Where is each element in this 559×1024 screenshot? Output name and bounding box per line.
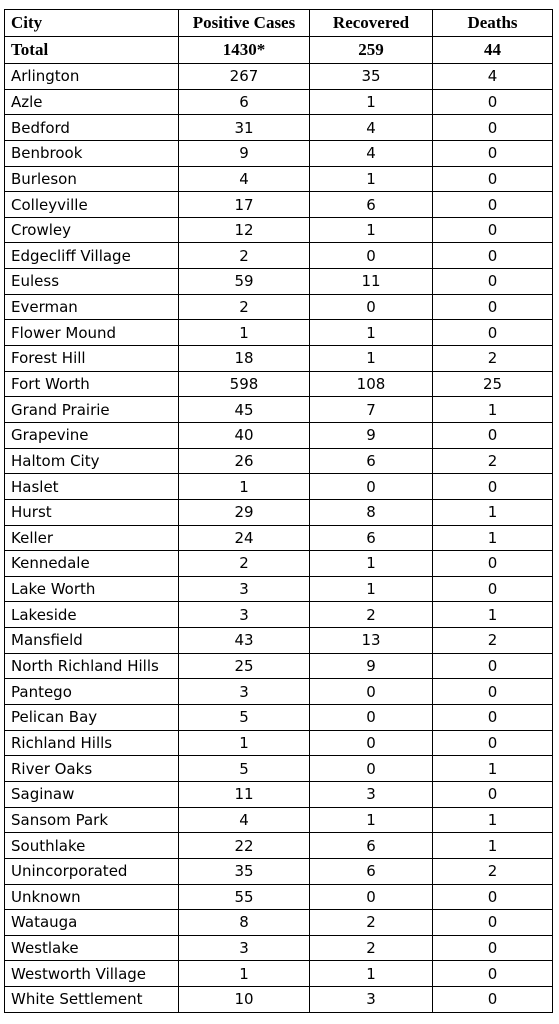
- recovered-cell: 3: [310, 987, 433, 1013]
- recovered-cell: 1: [310, 166, 433, 192]
- city-name-cell: Haslet: [5, 474, 179, 500]
- table-row: [5, 756, 553, 782]
- deaths-cell: 1: [433, 807, 553, 833]
- city-name-cell: Southlake: [5, 833, 179, 859]
- table-row: [5, 192, 553, 218]
- deaths-cell: 2: [433, 858, 553, 884]
- recovered-cell: 7: [310, 397, 433, 423]
- deaths-cell: 0: [433, 705, 553, 731]
- positive-cases-cell: 29: [179, 499, 310, 525]
- positive-cases-cell: 4: [179, 166, 310, 192]
- deaths-cell: 0: [433, 192, 553, 218]
- recovered-cell: 35: [310, 64, 433, 90]
- positive-cases-cell: 3: [179, 935, 310, 961]
- city-name-cell: North Richland Hills: [5, 653, 179, 679]
- deaths-cell: 0: [433, 243, 553, 269]
- positive-cases-cell: 267: [179, 64, 310, 90]
- recovered-cell: 0: [310, 705, 433, 731]
- table-row: [5, 807, 553, 833]
- recovered-cell: 0: [310, 474, 433, 500]
- recovered-cell: 1: [310, 576, 433, 602]
- city-name-cell: Kennedale: [5, 551, 179, 577]
- table-row: [5, 705, 553, 731]
- table-row: [5, 602, 553, 628]
- city-cases-table: [4, 9, 553, 1013]
- positive-cases-cell: 3: [179, 576, 310, 602]
- positive-cases-cell: 2: [179, 551, 310, 577]
- deaths-cell: 0: [433, 781, 553, 807]
- deaths-cell: 0: [433, 679, 553, 705]
- table-row: [5, 320, 553, 346]
- positive-cases-cell: 4: [179, 807, 310, 833]
- recovered-cell: 2: [310, 910, 433, 936]
- recovered-cell: 6: [310, 833, 433, 859]
- deaths-cell: 0: [433, 576, 553, 602]
- positive-cases-cell: 6: [179, 89, 310, 115]
- recovered-cell: 6: [310, 192, 433, 218]
- deaths-cell: 0: [433, 217, 553, 243]
- positive-cases-cell: 10: [179, 987, 310, 1013]
- city-name-cell: Azle: [5, 89, 179, 115]
- city-name-cell: Everman: [5, 294, 179, 320]
- header-row: [5, 10, 553, 37]
- city-name-cell: Westlake: [5, 935, 179, 961]
- city-name-cell: River Oaks: [5, 756, 179, 782]
- deaths-cell: 0: [433, 115, 553, 141]
- table-row: [5, 166, 553, 192]
- deaths-cell: 0: [433, 320, 553, 346]
- city-name-cell: Edgecliff Village: [5, 243, 179, 269]
- deaths-cell: 0: [433, 551, 553, 577]
- table-row: [5, 397, 553, 423]
- city-name-cell: Mansfield: [5, 628, 179, 654]
- city-name-cell: Lake Worth: [5, 576, 179, 602]
- positive-cases-cell: 55: [179, 884, 310, 910]
- table-row: [5, 961, 553, 987]
- recovered-cell: 1: [310, 961, 433, 987]
- city-name-cell: Lakeside: [5, 602, 179, 628]
- positive-cases-cell: 8: [179, 910, 310, 936]
- positive-cases-cell: 25: [179, 653, 310, 679]
- recovered-cell: 3: [310, 781, 433, 807]
- table-row: [5, 269, 553, 295]
- total-deaths: 44: [433, 37, 553, 64]
- table-row: [5, 371, 553, 397]
- deaths-cell: 0: [433, 884, 553, 910]
- city-name-cell: Grapevine: [5, 422, 179, 448]
- recovered-cell: 1: [310, 807, 433, 833]
- city-name-cell: Fort Worth: [5, 371, 179, 397]
- deaths-cell: 1: [433, 756, 553, 782]
- deaths-cell: 25: [433, 371, 553, 397]
- city-name-cell: Haltom City: [5, 448, 179, 474]
- deaths-cell: 0: [433, 653, 553, 679]
- positive-cases-cell: 9: [179, 140, 310, 166]
- deaths-cell: 1: [433, 525, 553, 551]
- deaths-cell: 2: [433, 448, 553, 474]
- recovered-cell: 0: [310, 730, 433, 756]
- city-name-cell: Arlington: [5, 64, 179, 90]
- total-label: Total: [5, 37, 179, 64]
- recovered-cell: 4: [310, 140, 433, 166]
- city-name-cell: Pelican Bay: [5, 705, 179, 731]
- deaths-cell: 0: [433, 166, 553, 192]
- table-row: [5, 551, 553, 577]
- table-row: [5, 653, 553, 679]
- city-name-cell: Hurst: [5, 499, 179, 525]
- positive-cases-cell: 598: [179, 371, 310, 397]
- positive-cases-cell: 59: [179, 269, 310, 295]
- deaths-cell: 4: [433, 64, 553, 90]
- recovered-cell: 1: [310, 346, 433, 372]
- recovered-cell: 1: [310, 551, 433, 577]
- recovered-cell: 0: [310, 679, 433, 705]
- deaths-cell: 0: [433, 89, 553, 115]
- table-row: [5, 64, 553, 90]
- header-city: City: [5, 10, 179, 37]
- recovered-cell: 0: [310, 243, 433, 269]
- recovered-cell: 1: [310, 89, 433, 115]
- positive-cases-cell: 1: [179, 320, 310, 346]
- header-positive-cases: Positive Cases: [179, 10, 310, 37]
- recovered-cell: 6: [310, 448, 433, 474]
- table-row: [5, 679, 553, 705]
- table-row: [5, 525, 553, 551]
- positive-cases-cell: 2: [179, 243, 310, 269]
- table-row: [5, 294, 553, 320]
- table-row: [5, 115, 553, 141]
- recovered-cell: 9: [310, 422, 433, 448]
- table-row: [5, 987, 553, 1013]
- deaths-cell: 1: [433, 833, 553, 859]
- table-row: [5, 474, 553, 500]
- positive-cases-cell: 3: [179, 602, 310, 628]
- header-deaths: Deaths: [433, 10, 553, 37]
- positive-cases-cell: 40: [179, 422, 310, 448]
- recovered-cell: 13: [310, 628, 433, 654]
- city-name-cell: Benbrook: [5, 140, 179, 166]
- recovered-cell: 108: [310, 371, 433, 397]
- positive-cases-cell: 3: [179, 679, 310, 705]
- city-name-cell: Watauga: [5, 910, 179, 936]
- table-row: [5, 833, 553, 859]
- positive-cases-cell: 45: [179, 397, 310, 423]
- positive-cases-cell: 17: [179, 192, 310, 218]
- city-name-cell: Westworth Village: [5, 961, 179, 987]
- city-name-cell: Sansom Park: [5, 807, 179, 833]
- deaths-cell: 2: [433, 346, 553, 372]
- positive-cases-cell: 43: [179, 628, 310, 654]
- table-row: [5, 140, 553, 166]
- recovered-cell: 8: [310, 499, 433, 525]
- positive-cases-cell: 5: [179, 756, 310, 782]
- deaths-cell: 0: [433, 422, 553, 448]
- city-name-cell: Saginaw: [5, 781, 179, 807]
- recovered-cell: 4: [310, 115, 433, 141]
- table-row: [5, 910, 553, 936]
- total-recovered: 259: [310, 37, 433, 64]
- positive-cases-cell: 1: [179, 730, 310, 756]
- deaths-cell: 0: [433, 474, 553, 500]
- positive-cases-cell: 11: [179, 781, 310, 807]
- table-row: [5, 89, 553, 115]
- deaths-cell: 0: [433, 961, 553, 987]
- recovered-cell: 2: [310, 935, 433, 961]
- total-positive-cases: 1430*: [179, 37, 310, 64]
- recovered-cell: 0: [310, 756, 433, 782]
- table-row: [5, 422, 553, 448]
- deaths-cell: 0: [433, 294, 553, 320]
- positive-cases-cell: 12: [179, 217, 310, 243]
- positive-cases-cell: 35: [179, 858, 310, 884]
- city-name-cell: Keller: [5, 525, 179, 551]
- deaths-cell: 0: [433, 935, 553, 961]
- city-name-cell: Euless: [5, 269, 179, 295]
- city-name-cell: Crowley: [5, 217, 179, 243]
- recovered-cell: 6: [310, 525, 433, 551]
- deaths-cell: 0: [433, 910, 553, 936]
- positive-cases-cell: 22: [179, 833, 310, 859]
- city-name-cell: Unknown: [5, 884, 179, 910]
- table-row: [5, 730, 553, 756]
- table-row: [5, 628, 553, 654]
- city-name-cell: Grand Prairie: [5, 397, 179, 423]
- city-name-cell: Unincorporated: [5, 858, 179, 884]
- positive-cases-cell: 26: [179, 448, 310, 474]
- positive-cases-cell: 24: [179, 525, 310, 551]
- table-row: [5, 499, 553, 525]
- table-row: [5, 217, 553, 243]
- recovered-cell: 6: [310, 858, 433, 884]
- positive-cases-cell: 18: [179, 346, 310, 372]
- positive-cases-cell: 2: [179, 294, 310, 320]
- table-row: [5, 781, 553, 807]
- header-recovered: Recovered: [310, 10, 433, 37]
- deaths-cell: 2: [433, 628, 553, 654]
- table-row: [5, 576, 553, 602]
- recovered-cell: 2: [310, 602, 433, 628]
- recovered-cell: 0: [310, 884, 433, 910]
- deaths-cell: 0: [433, 140, 553, 166]
- city-name-cell: Forest Hill: [5, 346, 179, 372]
- city-name-cell: Bedford: [5, 115, 179, 141]
- recovered-cell: 1: [310, 320, 433, 346]
- deaths-cell: 0: [433, 730, 553, 756]
- deaths-cell: 0: [433, 987, 553, 1013]
- table-row: [5, 884, 553, 910]
- total-row: [5, 37, 553, 64]
- table-row: [5, 243, 553, 269]
- city-name-cell: Colleyville: [5, 192, 179, 218]
- deaths-cell: 1: [433, 602, 553, 628]
- table-row: [5, 346, 553, 372]
- positive-cases-cell: 31: [179, 115, 310, 141]
- recovered-cell: 0: [310, 294, 433, 320]
- recovered-cell: 9: [310, 653, 433, 679]
- positive-cases-cell: 1: [179, 474, 310, 500]
- city-name-cell: Pantego: [5, 679, 179, 705]
- recovered-cell: 11: [310, 269, 433, 295]
- recovered-cell: 1: [310, 217, 433, 243]
- city-name-cell: Burleson: [5, 166, 179, 192]
- table-row: [5, 858, 553, 884]
- deaths-cell: 0: [433, 269, 553, 295]
- deaths-cell: 1: [433, 397, 553, 423]
- deaths-cell: 1: [433, 499, 553, 525]
- city-name-cell: Richland Hills: [5, 730, 179, 756]
- city-name-cell: Flower Mound: [5, 320, 179, 346]
- table-row: [5, 448, 553, 474]
- city-name-cell: White Settlement: [5, 987, 179, 1013]
- table-row: [5, 935, 553, 961]
- positive-cases-cell: 1: [179, 961, 310, 987]
- positive-cases-cell: 5: [179, 705, 310, 731]
